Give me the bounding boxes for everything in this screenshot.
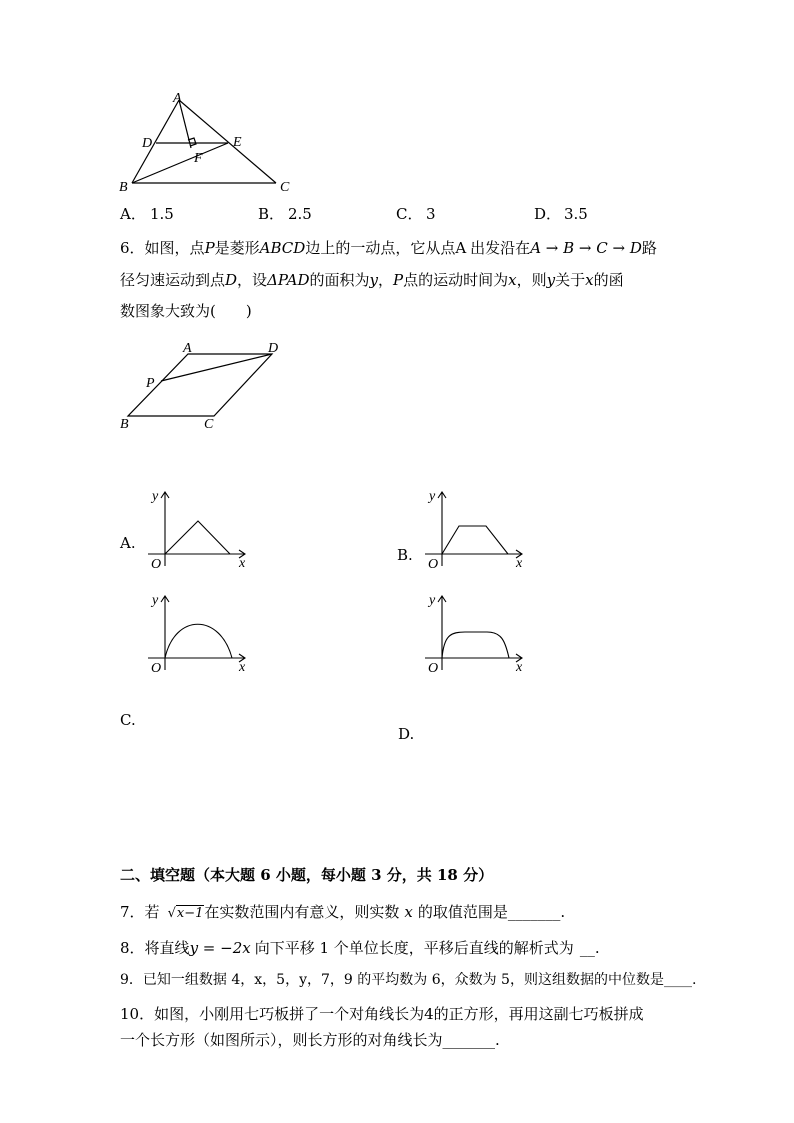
var: A (455, 239, 467, 257)
path-expression: A → B → C → D (530, 239, 642, 257)
graph-option-a[interactable] (140, 484, 260, 574)
text: 关于 (555, 271, 586, 289)
x-axis-label: x (239, 660, 246, 675)
graph-curve (442, 632, 509, 658)
var: x (585, 271, 594, 289)
text: 径匀速运动到点 (120, 271, 226, 289)
option-value: 2.5 (288, 205, 312, 223)
q5-triangle-figure (110, 88, 310, 196)
side-ab (132, 100, 179, 183)
y-axis-label: y (152, 593, 159, 608)
label-e: E (233, 135, 242, 150)
q10-line-1: 10．如图，小刚用七巧板拼了一个对角线长为4的正方形，再用这副七巧板拼成 (120, 1005, 644, 1023)
var: P (393, 271, 404, 289)
graph-curve (165, 624, 232, 658)
text: . (560, 903, 566, 921)
option-value: 3.5 (564, 205, 588, 223)
var: D (225, 271, 238, 289)
graph-option-d[interactable] (417, 588, 537, 678)
text: 向下平移 1 个单位长度，平移后直线的解析式为 (254, 939, 574, 957)
x-axis-label: x (516, 556, 523, 571)
answer-blank[interactable]: _______ (507, 903, 561, 921)
graph-label-a: A. (120, 534, 136, 552)
equation: y = −2x (189, 939, 251, 957)
label-p: P (146, 376, 155, 391)
origin-label: O (428, 661, 439, 676)
q6-line-1 (120, 238, 657, 258)
option-letter: B． (258, 205, 285, 223)
x-axis-label: x (516, 660, 523, 675)
label-c: C (280, 180, 290, 195)
graph-curve (442, 526, 508, 554)
q10-line-2: 一个长方形（如图所示），则长方形的对角线长为_______. (120, 1031, 500, 1049)
var: P (204, 239, 215, 257)
q6-rhombus-figure (112, 336, 297, 436)
label-c: C (204, 417, 214, 432)
section-title: 二、填空题（本大题 6 小题，每小题 3 分，共 18 分） (120, 866, 494, 884)
label-a: A (173, 91, 182, 106)
text: 若 (144, 903, 160, 921)
label-f: F (194, 151, 203, 166)
label-b: B (120, 417, 129, 432)
question-number: 7． (120, 903, 145, 921)
text: 点的运动时间为 (403, 271, 509, 289)
question-number: 6． (120, 239, 145, 257)
label-d: D (142, 136, 153, 151)
var: ABCD (259, 239, 306, 257)
y-axis-label: y (152, 489, 159, 504)
graph-label-b: B. (397, 546, 413, 564)
var: x (508, 271, 517, 289)
y-axis-label: y (429, 593, 436, 608)
option-value: 3 (426, 205, 436, 223)
text: 的面积为 (309, 271, 370, 289)
side-ac (179, 100, 276, 183)
q8-line (120, 938, 600, 958)
text: 的取值范围是 (417, 903, 508, 921)
text: . (594, 939, 600, 957)
q7-line (120, 902, 565, 924)
text: 路 (641, 239, 657, 257)
segment-af (179, 100, 191, 148)
y-axis-label: y (429, 489, 436, 504)
var: ΔPAD (267, 271, 310, 289)
text: 在实数范围内有意义，则实数 (204, 903, 400, 921)
text: 如图，点 (144, 239, 205, 257)
label-d: D (268, 341, 279, 356)
text: 边上的一动点，它从点 (305, 239, 456, 257)
graph-label-d: D. (398, 725, 415, 743)
option-letter: A． (120, 205, 146, 223)
q5-options (0, 204, 794, 224)
text: 将直线 (144, 939, 190, 957)
origin-label: O (428, 557, 439, 572)
var: y (546, 271, 556, 289)
text: ，则 (516, 271, 547, 289)
label-a: A (183, 341, 192, 356)
origin-label: O (151, 661, 162, 676)
text: ，设 (237, 271, 268, 289)
option-letter: D． (534, 205, 562, 223)
answer-blank[interactable]: __ (579, 939, 595, 957)
graph-label-c: C. (120, 711, 136, 729)
q6-line-3: 数图象大致为( ) (120, 302, 252, 320)
var: x (404, 903, 413, 921)
q9-line: 9．已知一组数据 4，x，5，y，7，9 的平均数为 6，众数为 5，则这组数据的中位数是____. (120, 972, 697, 988)
radicand: x−1 (176, 906, 204, 921)
option-value: 1.5 (150, 205, 174, 223)
label-b: B (119, 180, 128, 195)
text: ， (377, 271, 393, 289)
q6-line-2 (120, 270, 624, 290)
question-number: 8． (120, 939, 145, 957)
segment-pd (161, 354, 272, 381)
var: y (369, 271, 378, 289)
sqrt-expression: √x−1 (167, 906, 204, 921)
x-axis-label: x (239, 556, 246, 571)
text: 是菱形 (214, 239, 260, 257)
graph-option-c[interactable] (140, 588, 260, 678)
text: 的函 (593, 271, 624, 289)
text: 出发沿在 (470, 239, 531, 257)
origin-label: O (151, 557, 162, 572)
graph-curve (165, 521, 230, 554)
graph-option-b[interactable] (417, 484, 537, 574)
option-letter: C． (396, 205, 423, 223)
